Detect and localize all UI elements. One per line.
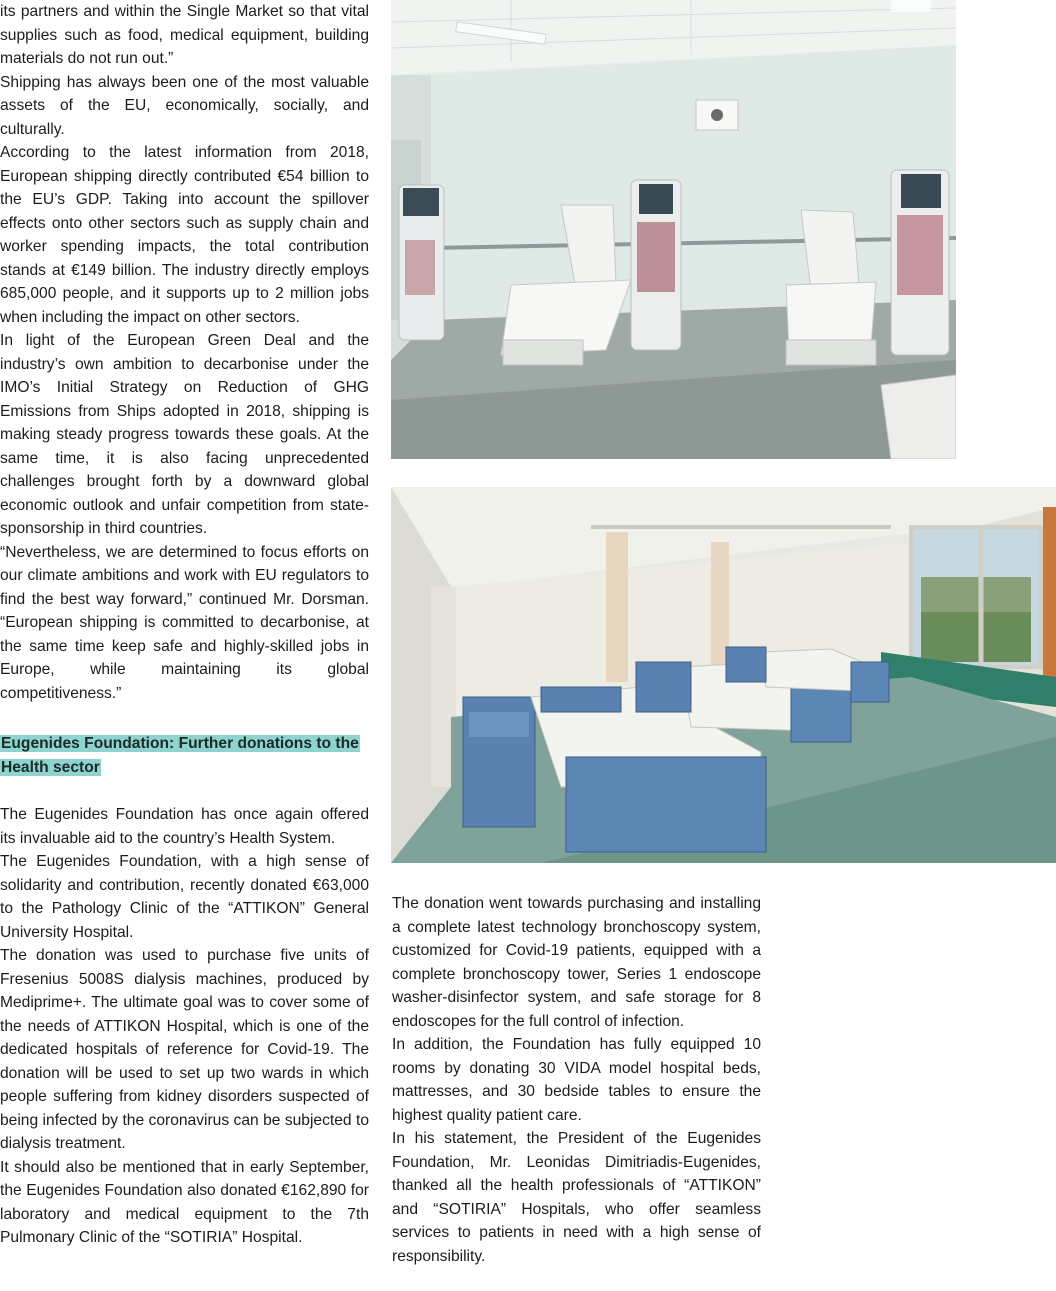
- paragraph: The Eugenides Foundation, with a high sense of solidarity and contribution, recently donated €63,000 to the Pathology Clinic of the “ATTIKON” General University Hospital.: [0, 853, 369, 941]
- section-heading: Eugenides Foundation: Further donations to the Health sector: [1, 735, 359, 776]
- paragraph: its partners and within the Single Market so that vital supplies such as food, medical equipment, building materials do not run out.”: [0, 3, 369, 67]
- dialysis-room-photo: [391, 0, 956, 459]
- section-heading-wrapper: [0, 732, 369, 780]
- paragraph: Shipping has always been one of the most valuable assets of the EU, economically, socially, and culturally.: [0, 73, 369, 138]
- paragraph: The donation went towards purchasing and installing a complete latest technology bronchoscopy system, customized for Covid-19 patients, equipped with a complete bronchoscopy tower, Series 1 endoscope washer-disinfector system, and safe storage for 8 endoscopes for the full control of infection.: [392, 895, 761, 1030]
- paragraph: It should also be mentioned that in early September, the Eugenides Foundation also donated €162,890 for laboratory and medical equipment to the 7th Pulmonary Clinic of the “SOTIRIA” Hospital.: [0, 1158, 369, 1246]
- left-article-column: [0, 0, 369, 1250]
- paragraph: According to the latest information from 2018, European shipping directly contributed €54 billion to the EU’s GDP. Taking into account the spillover effects onto other sectors such as supply chain and worker spending impacts, the total contribution stands at €149 billion. The industry directly employs 685,000 people, and it supports up to 2 million jobs when including the impact on other sectors.: [0, 144, 369, 326]
- paragraph: In addition, the Foundation has fully equipped 10 rooms by donating 30 VIDA model hospital beds, mattresses, and 30 bedside tables to ensure the highest quality patient care.: [392, 1036, 761, 1124]
- right-article-column: [392, 892, 761, 1268]
- paragraph: The Eugenides Foundation has once again offered its invaluable aid to the country’s Health System.: [0, 806, 369, 847]
- paragraph: The donation was used to purchase five units of Fresenius 5008S dialysis machines, produced by Mediprime+. The ultimate goal was to cover some of the needs of ATTIKON Hospital, which is one of the dedicated hospitals of reference for Covid-19. The donation will be used to set up two wards in which people suffering from kidney disorders suspected of being infected by the coronavirus can be subjected to dialysis treatment.: [0, 947, 369, 1152]
- paragraph: In light of the European Green Deal and the industry’s own ambition to decarbonise under the IMO’s Initial Strategy on Reduction of GHG Emissions from Ships adopted in 2018, shipping is making steady progress towards these goals. At the same time, it is also facing unprecedented challenges brought forth by a downward global economic outlook and unfair competition from state-sponsorship in third countries.: [0, 332, 369, 537]
- paragraph: In his statement, the President of the Eugenides Foundation, Mr. Leonidas Dimitriadis-Eugenides, thanked all the health professionals of “ATTIKON” and “SOTIRIA” Hospitals, who offer seamless services to patients in need with a high sense of responsibility.: [392, 1130, 761, 1265]
- hospital-ward-photo: [391, 487, 1056, 863]
- paragraph: “Nevertheless, we are determined to focus efforts on our climate ambitions and work with EU regulators to find the best way forward,” continued Mr. Dorsman. “European shipping is committed to decarbonise, at the same time keep safe and highly-skilled jobs in Europe, while maintaining its global competitiveness.”: [0, 543, 369, 702]
